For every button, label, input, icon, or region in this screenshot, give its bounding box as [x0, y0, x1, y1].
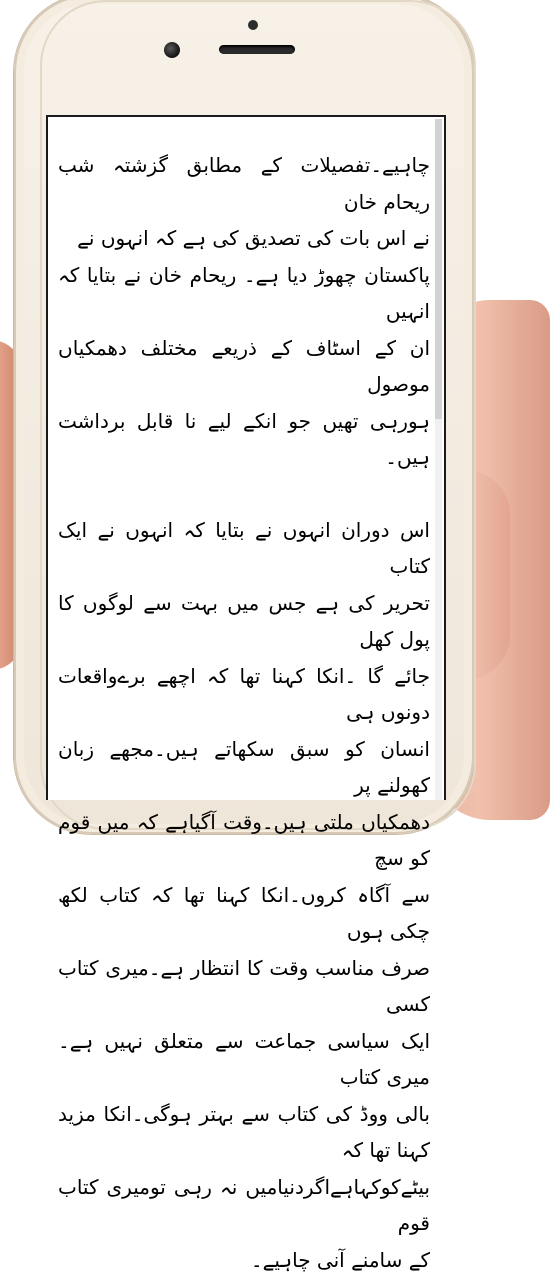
article-paragraph-2: اس دوران انہوں نے بتایا کہ انہوں نے ایک کتاب تحریر کی ہے جس میں بہت سے لوگوں کا پول کھل جائے گا ۔انکا کہنا تھا کہ اچھے برےواقعات دونوں ہی انسان کو سبق سکھاتے ہیں۔مجھے زبان کھولنے پر دھمکیاں ملتی ہیں۔وقت آگیاہے کہ میں قوم کو سچ سے آگاہ کروں۔انکا کہنا تھا کہ کتاب لکھ چکی ہوں صرف مناسب وقت کا انتظار ہے۔میری کتاب کسی ایک سیاسی جماعت سے متعلق نہیں ہے۔میری کتاب بالی ووڈ کی کتاب سے بہتر ہوگی۔انکا مزید کہنا تھا کہ بیٹےکوکہاہےاگردنیامیں نہ رہی تومیری کتاب قوم کے سامنے آنی چاہیے۔ [58, 512, 430, 1278]
proximity-sensor-icon [248, 20, 258, 30]
front-camera-icon [164, 42, 180, 58]
scrollbar-thumb[interactable] [435, 119, 442, 419]
article-body [58, 147, 430, 1278]
earpiece-speaker-icon [219, 45, 295, 54]
article-screen[interactable] [46, 115, 446, 800]
article-paragraph-1: چاہیے۔تفصیلات کے مطابق گزشتہ شب ریحام خان نے اس بات کی تصدیق کی ہے کہ انہوں نے پاکستان چھوڑ دیا ہے۔ ریحام خان نے بتایا کہ انہیں ان کے اسٹاف کے ذریعے مختلف دھمکیاں موصول ہورہی تھیں جو انکے لیے نا قابل برداشت ہیں۔ [58, 147, 430, 476]
